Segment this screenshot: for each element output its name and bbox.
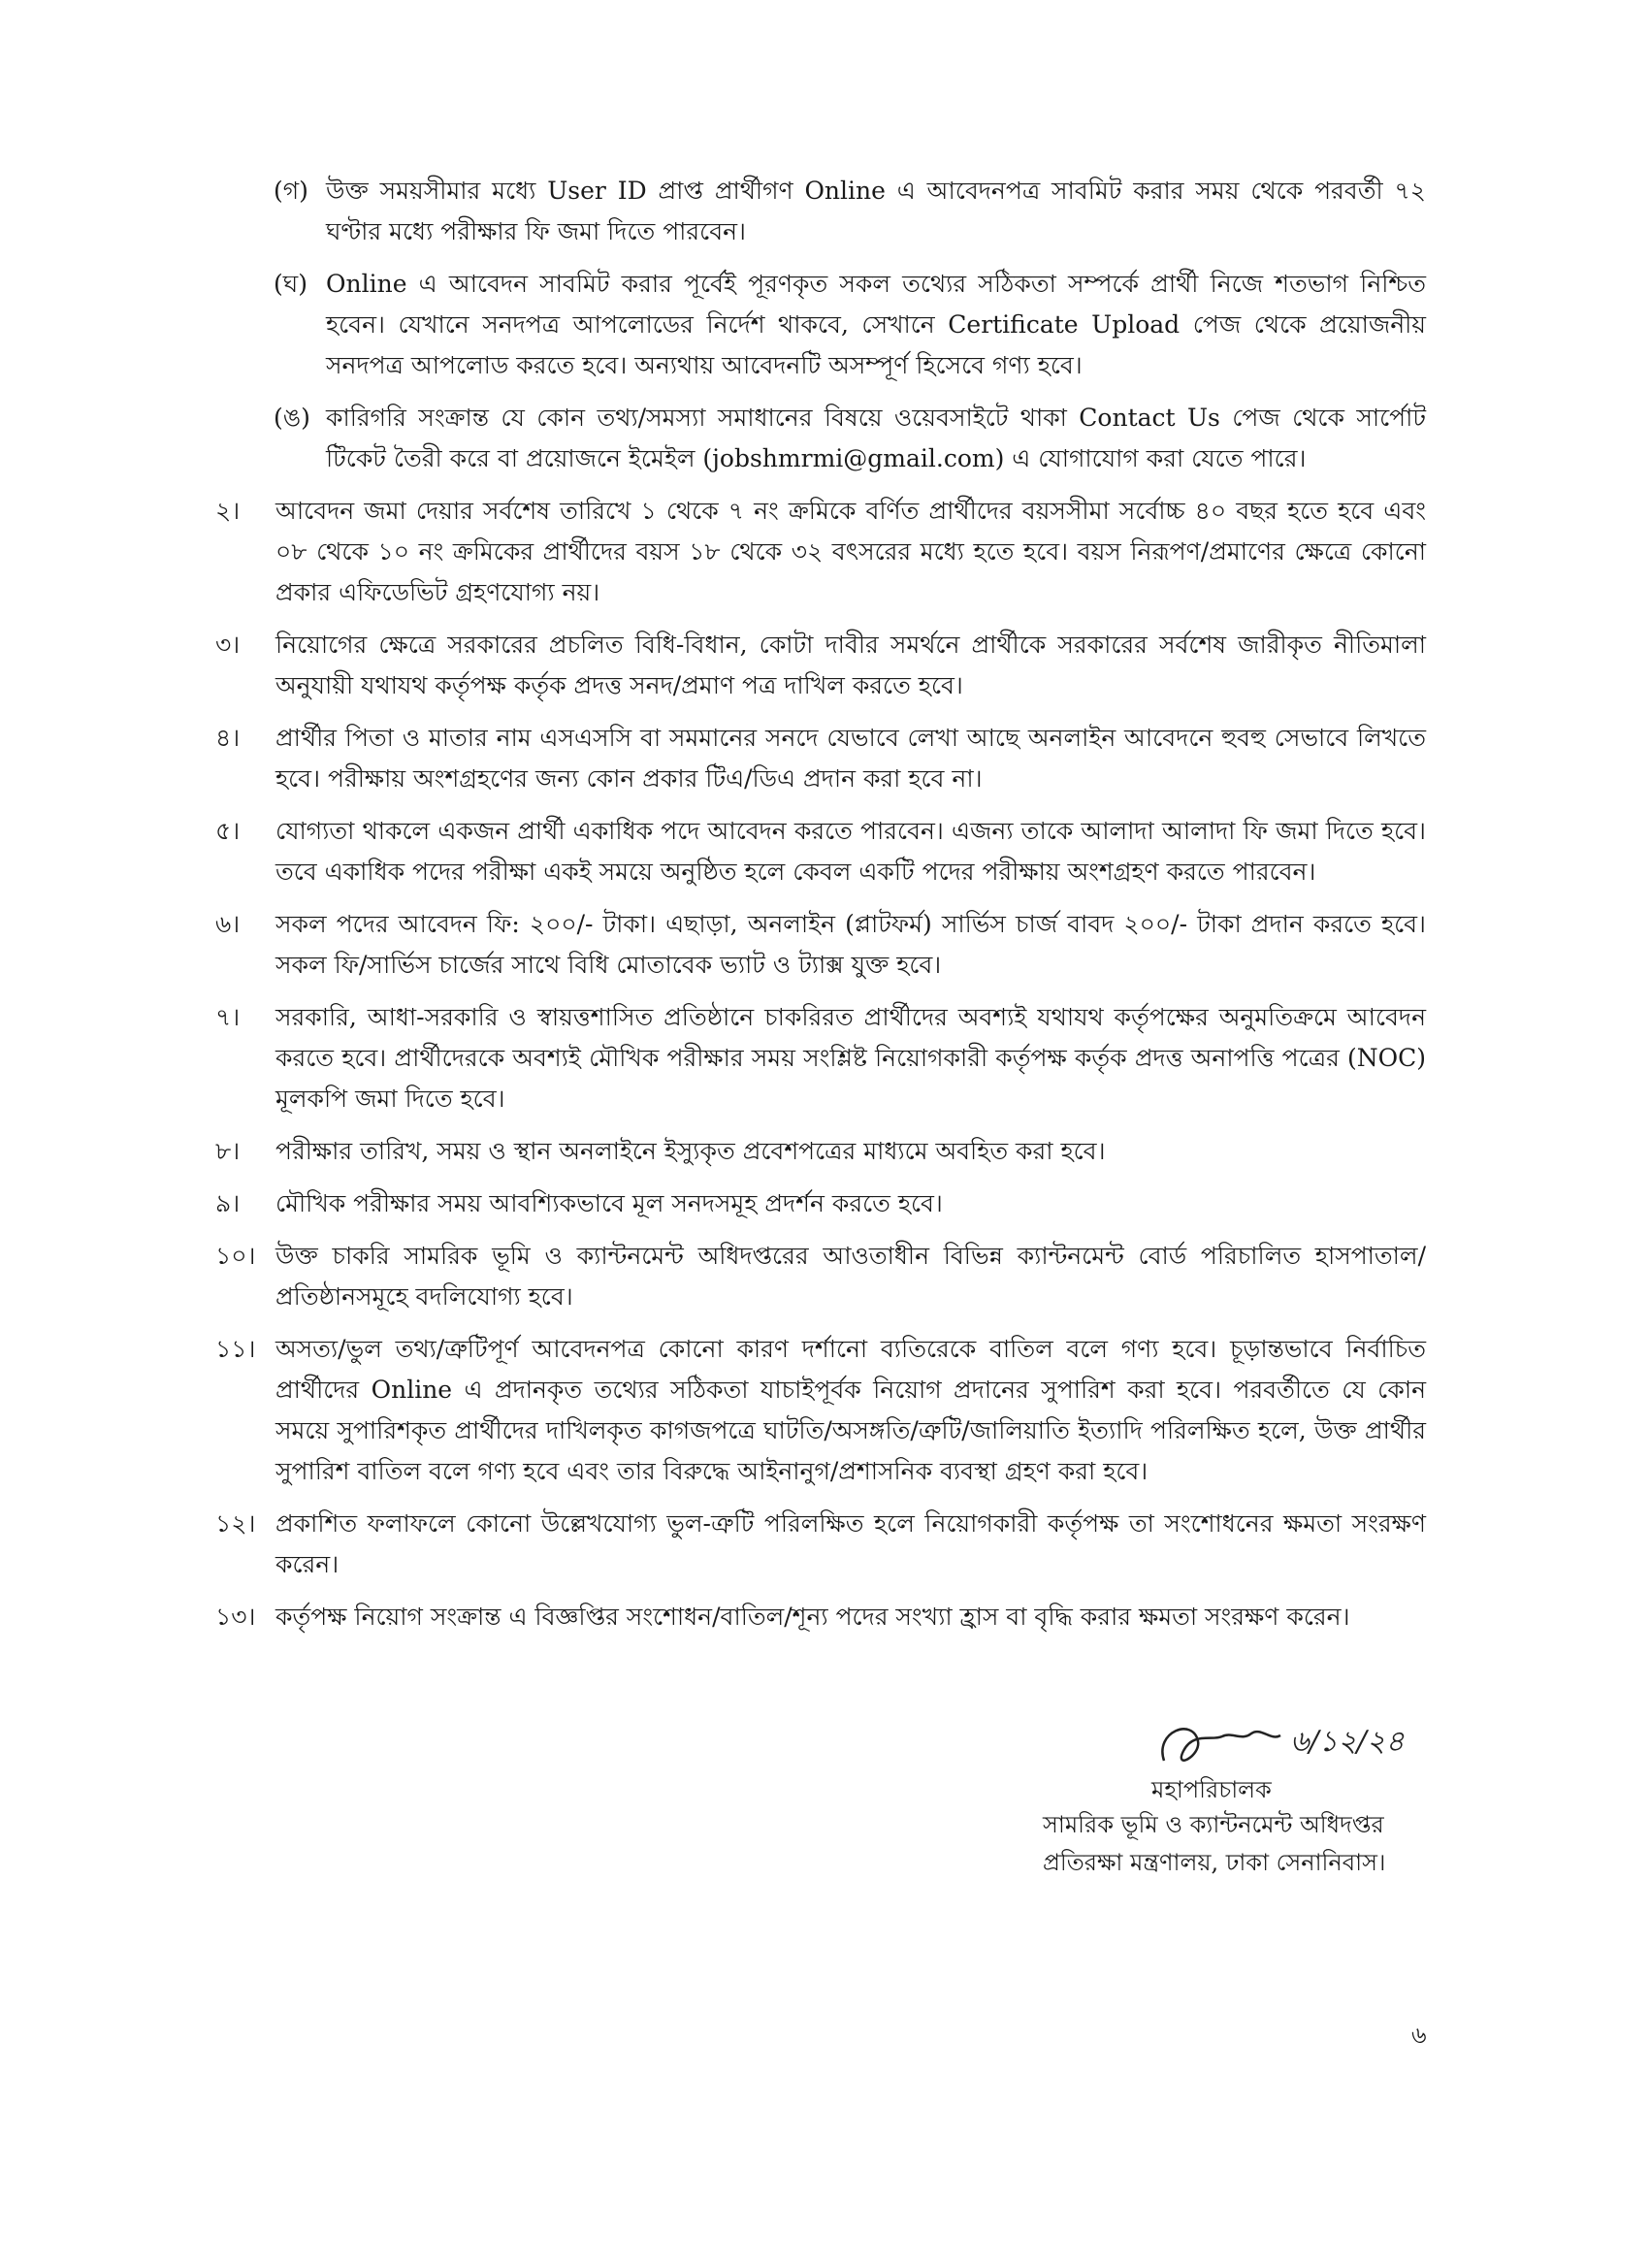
list-item [215,1329,1426,1492]
signatory-title: মহাপরিচালক [1151,1776,1272,1803]
item-marker: ২। [215,497,241,525]
signatory-address [1043,1806,1386,1882]
item-marker: ৩। [215,631,241,659]
item-text: উক্ত সময়সীমার মধ্যে User ID প্রাপ্ত প্রার্থীগণ Online এ আবেদনপত্র সাবমিট করার সময় থেকে পরবর্তী ৭২ ঘণ্টার মধ্যে পরীক্ষার ফি জমা দিতে পারবেন। [326,177,1426,245]
list-item [215,997,1426,1119]
item-marker: ১৩। [215,1603,256,1631]
signature-block [1140,1715,1470,1808]
list-item [215,811,1426,892]
item-marker: ৪। [215,724,241,752]
list-item [215,1236,1426,1317]
item-text: সরকারি, আধা-সরকারি ও স্বায়ত্তশাসিত প্রতিষ্ঠানে চাকরিরত প্রার্থীদের অবশ্যই যথাযথ কর্তৃপক্ষের অনুমতিক্রমে আবেদন করতে হবে। প্রার্থীদেরকে অবশ্যই মৌখিক পরীক্ষার সময় সংশ্লিষ্ট নিয়োগকারী কর্তৃপক্ষ কর্তৃক প্রদত্ত অনাপত্তি পত্রের (NOC) মূলকপি জমা দিতে হবে। [275,1003,1426,1113]
list-item [215,718,1426,799]
item-text: পরীক্ষার তারিখ, সময় ও স্থান অনলাইনে ইস্যুকৃত প্রবেশপত্রের মাধ্যমে অবহিত করা হবে। [275,1137,1106,1165]
sub-item-uma [274,398,1426,479]
item-marker: ৭। [215,1003,241,1031]
item-text: কর্তৃপক্ষ নিয়োগ সংক্রান্ত এ বিজ্ঞপ্তির সংশোধন/বাতিল/শূন্য পদের সংখ্যা হ্রাস বা বৃদ্ধি করার ক্ষমতা সংরক্ষণ করেন। [275,1603,1350,1631]
sub-item-gha [274,264,1426,386]
page-number: ৬ [1411,2022,1427,2049]
item-marker: ৮। [215,1137,241,1165]
item-marker: ৬। [215,910,241,938]
list-item [215,491,1426,613]
item-marker: ৫। [215,817,241,845]
item-marker: ১২। [215,1509,256,1538]
item-text: সকল পদের আবেদন ফি: ২০০/- টাকা। এছাড়া, অনলাইন (প্লাটফর্ম) সার্ভিস চার্জ বাবদ ২০০/- টাকা প্রদান করতে হবে। সকল ফি/সার্ভিস চার্জের সাথে বিধি মোতাবেক ভ্যাট ও ট্যাক্স যুক্ত হবে। [275,910,1426,979]
item-text: যোগ্যতা থাকলে একজন প্রার্থী একাধিক পদে আবেদন করতে পারবেন। এজন্য তাকে আলাদা আলাদা ফি জমা দিতে হবে। তবে একাধিক পদের পরীক্ষা একই সময়ে অনুষ্ঠিত হলে কেবল একটি পদের পরীক্ষায় অংশগ্রহণ করতে পারবেন। [275,817,1426,886]
item-marker: (গ) [274,177,308,205]
ministry-name: প্রতিরক্ষা মন্ত্রণালয়, ঢাকা সেনানিবাস। [1043,1849,1386,1876]
item-text: Online এ আবেদন সাবমিট করার পূর্বেই পূরণকৃত সকল তথ্যের সঠিকতা সম্পর্কে প্রার্থী নিজে শতভাগ নিশ্চিত হবেন। যেখানে সনদপত্র আপলোডের নির্দেশ থাকবে, সেখানে Certificate Upload পেজ থেকে প্রয়োজনীয় সনদপত্র আপলোড করতে হবে। অন্যথায় আবেদনটি অসম্পূর্ণ হিসেবে গণ্য হবে। [326,270,1426,379]
item-text: প্রকাশিত ফলাফলে কোনো উল্লেখযোগ্য ভুল-ত্রুটি পরিলক্ষিত হলে নিয়োগকারী কর্তৃপক্ষ তা সংশোধনের ক্ষমতা সংরক্ষণ করেন। [275,1509,1426,1578]
item-marker: (ঙ) [274,404,310,432]
item-text: উক্ত চাকরি সামরিক ভূমি ও ক্যান্টনমেন্ট অধিদপ্তরের আওতাধীন বিভিন্ন ক্যান্টনমেন্ট বোর্ড পরিচালিত হাসপাতাল/ প্রতিষ্ঠানসমূহে বদলিযোগ্য হবে। [275,1242,1426,1311]
item-text: কারিগরি সংক্রান্ত যে কোন তথ্য/সমস্যা সমাধানের বিষয়ে ওয়েবসাইটে থাকা Contact Us পেজ থেকে সার্পোট টিকেট তৈরী করে বা প্রয়োজনে ইমেইল (jobshmrmi@gmail.com) এ যোগাযোগ করা যেতে পারে। [326,404,1426,472]
list-item [215,1597,1426,1637]
item-text: অসত্য/ভুল তথ্য/ত্রুটিপূর্ণ আবেদনপত্র কোনো কারণ দর্শানো ব্যতিরেকে বাতিল বলে গণ্য হবে। চূড়ান্তভাবে নির্বাচিত প্রার্থীদের Online এ প্রদানকৃত তথ্যের সঠিকতা যাচাইপূর্বক নিয়োগ প্রদানের সুপারিশ করা হবে। পরবর্তীতে যে কোন সময়ে সুপারিশকৃত প্রার্থীদের দাখিলকৃত কাগজপত্রে ঘাটতি/অসঙ্গতি/ত্রুটি/জালিয়াতি ইত্যাদি পরিলক্ষিত হলে, উক্ত প্রার্থীর সুপারিশ বাতিল বলে গণ্য হবে এবং তার বিরুদ্ধে আইনানুগ/প্রশাসনিক ব্যবস্থা গ্রহণ করা হবে। [275,1335,1426,1485]
signature-date: ৬/১২/২৪ [1290,1725,1405,1759]
item-marker: ১১। [215,1335,256,1363]
list-item [215,1131,1426,1172]
item-text: প্রার্থীর পিতা ও মাতার নাম এসএসসি বা সমমানের সনদে যেভাবে লেখা আছে অনলাইন আবেদনে হুবহু সেভাবে লিখতে হবে। পরীক্ষায় অংশগ্রহণের জন্য কোন প্রকার টিএ/ডিএ প্রদান করা হবে না। [275,724,1426,793]
list-item [215,1504,1426,1585]
list-item [215,904,1426,986]
item-marker: ৯। [215,1189,241,1217]
item-text: মৌখিক পরীক্ষার সময় আবশ্যিকভাবে মূল সনদসমূহ প্রদর্শন করতে হবে। [275,1189,943,1217]
sub-item-ga [274,171,1426,252]
item-text: নিয়োগের ক্ষেত্রে সরকারের প্রচলিত বিধি-বিধান, কোটা দাবীর সমর্থনে প্রার্থীকে সরকারের সর্বশেষ জারীকৃত নীতিমালা অনুযায়ী যথাযথ কর্তৃপক্ষ কর্তৃক প্রদত্ত সনদ/প্রমাণ পত্র দাখিল করতে হবে। [275,631,1426,699]
document-body [215,171,1426,1661]
office-name: সামরিক ভূমি ও ক্যান্টনমেন্ট অধিদপ্তর [1043,1811,1384,1838]
list-item [215,625,1426,706]
list-item [215,1183,1426,1224]
item-marker: ১০। [215,1242,256,1270]
item-text: আবেদন জমা দেয়ার সর্বশেষ তারিখে ১ থেকে ৭ নং ক্রমিকে বর্ণিত প্রার্থীদের বয়সসীমা সর্বোচ্চ ৪০ বছর হতে হবে এবং ০৮ থেকে ১০ নং ক্রমিকের প্রার্থীদের বয়স ১৮ থেকে ৩২ বৎসরের মধ্যে হতে হবে। বয়স নিরূপণ/প্রমাণের ক্ষেত্রে কোনো প্রকার এফিডেভিট গ্রহণযোগ্য নয়। [275,497,1426,606]
item-marker: (ঘ) [274,270,307,298]
